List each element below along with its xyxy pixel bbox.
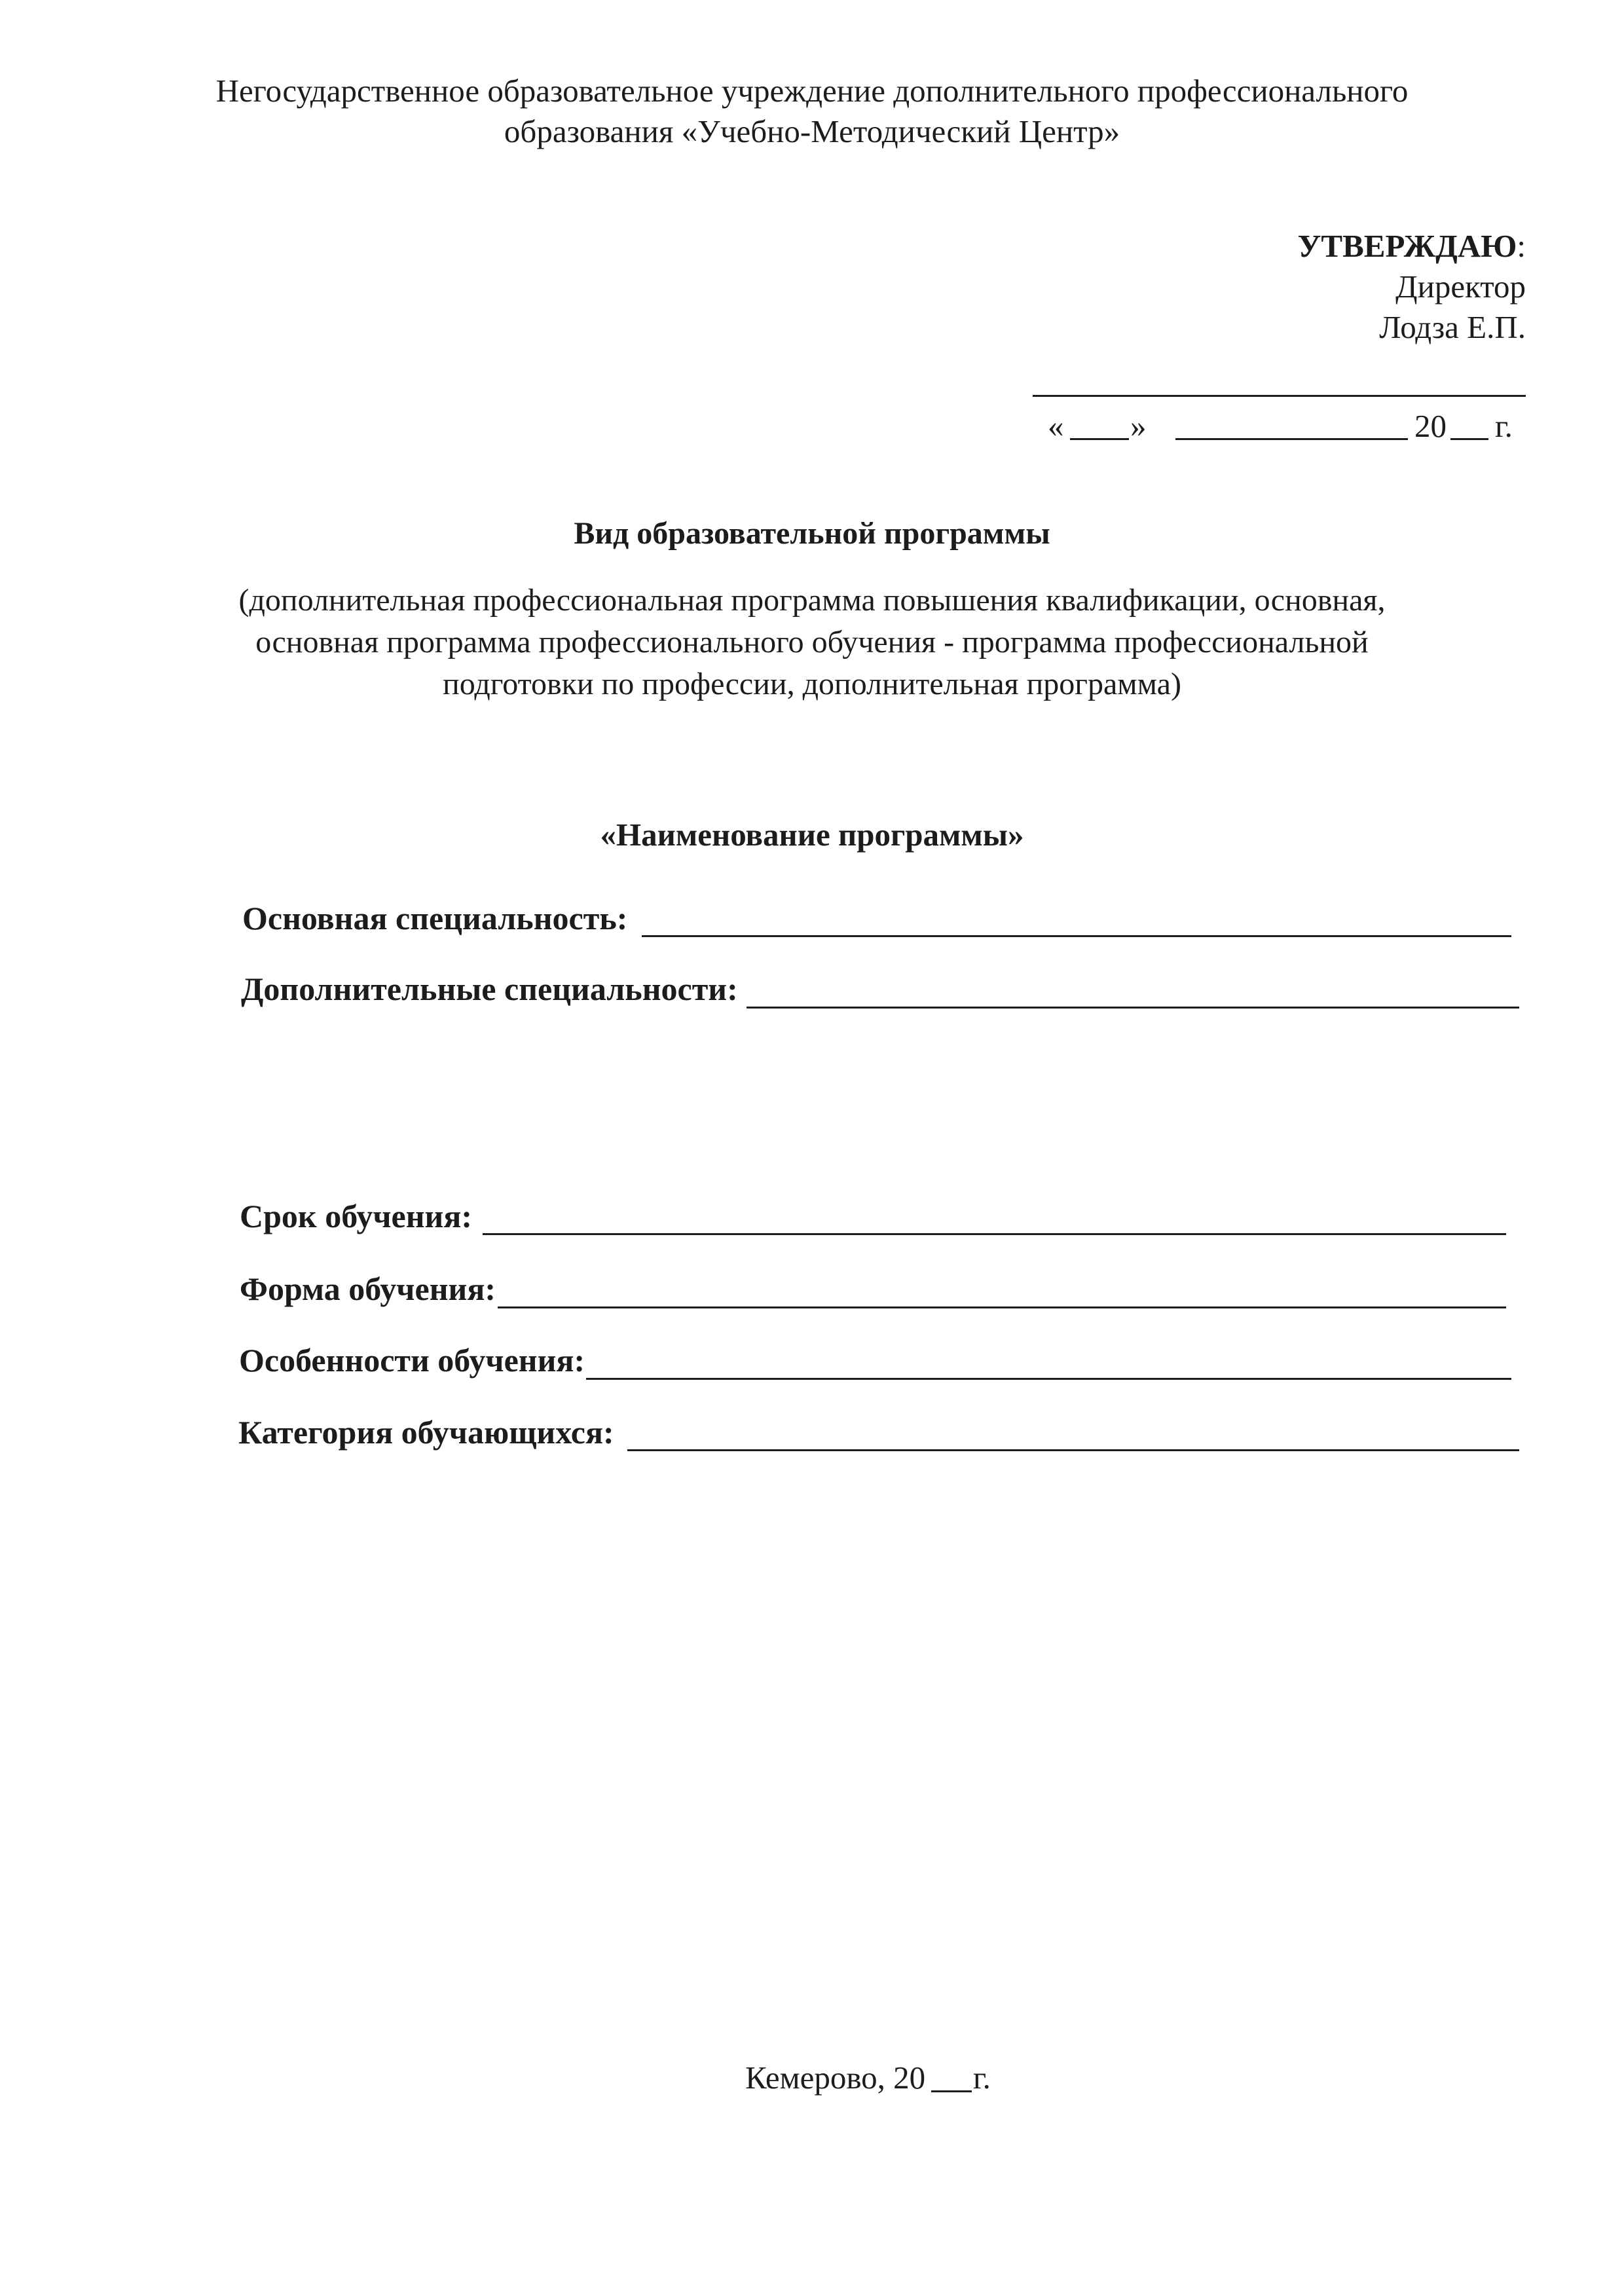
footer bbox=[745, 2058, 1020, 2098]
organization-line-1: Негосударственное образовательное учреждение дополнительного профессионального bbox=[215, 73, 1409, 109]
date-day-blank bbox=[1070, 438, 1129, 440]
organization-line-2: образования «Учебно-Методический Центр» bbox=[504, 113, 1120, 149]
category-blank[interactable] bbox=[627, 1449, 1519, 1451]
footer-year-suffix: г. bbox=[973, 2060, 991, 2096]
category-label: Категория обучающихся: bbox=[238, 1414, 614, 1451]
organization-header bbox=[0, 71, 1624, 152]
date-year-blank bbox=[1450, 438, 1488, 440]
approval-title-text: УТВЕРЖДАЮ bbox=[1297, 228, 1517, 264]
date-open-quote: « bbox=[1048, 408, 1064, 444]
program-name: «Наименование программы» bbox=[600, 817, 1024, 853]
additional-specialties-blank[interactable] bbox=[747, 1007, 1519, 1009]
form-blank[interactable] bbox=[498, 1306, 1506, 1308]
duration-label: Срок обучения: bbox=[240, 1198, 473, 1234]
footer-city-year: Кемерово, 20 bbox=[745, 2060, 926, 2096]
footer-year-blank bbox=[931, 2090, 972, 2092]
main-specialty-blank[interactable] bbox=[642, 935, 1511, 937]
program-type-note-line-2: основная программа профессионального обучения - программа профессиональной bbox=[255, 625, 1369, 659]
main-specialty-label: Основная специальность: bbox=[242, 900, 628, 936]
date-month-blank bbox=[1175, 438, 1408, 440]
program-type-note-line-3: подготовки по профессии, дополнительная программа) bbox=[443, 667, 1181, 701]
approval-date bbox=[1048, 406, 1526, 447]
date-close-quote: » bbox=[1130, 408, 1147, 444]
program-type-heading: Вид образовательной программы bbox=[574, 516, 1050, 551]
additional-specialties-label: Дополнительные специальности: bbox=[241, 971, 738, 1007]
program-type-note-line-1: (дополнительная профессиональная программа повышения квалификации, основная, bbox=[238, 583, 1386, 618]
date-year-prefix: 20 bbox=[1414, 408, 1447, 444]
approval-block bbox=[1297, 226, 1526, 348]
features-blank[interactable] bbox=[586, 1378, 1511, 1380]
approval-title-colon: : bbox=[1517, 228, 1526, 264]
features-label: Особенности обучения: bbox=[239, 1342, 585, 1379]
approval-name: Лодза Е.П. bbox=[1379, 309, 1526, 345]
approval-title bbox=[1297, 226, 1526, 267]
duration-blank[interactable] bbox=[483, 1233, 1506, 1235]
signature-line bbox=[1033, 395, 1526, 397]
date-year-suffix: г. bbox=[1495, 408, 1513, 444]
form-label: Форма обучения: bbox=[240, 1270, 496, 1307]
approval-position: Директор bbox=[1395, 268, 1526, 305]
program-type-note bbox=[0, 580, 1624, 705]
